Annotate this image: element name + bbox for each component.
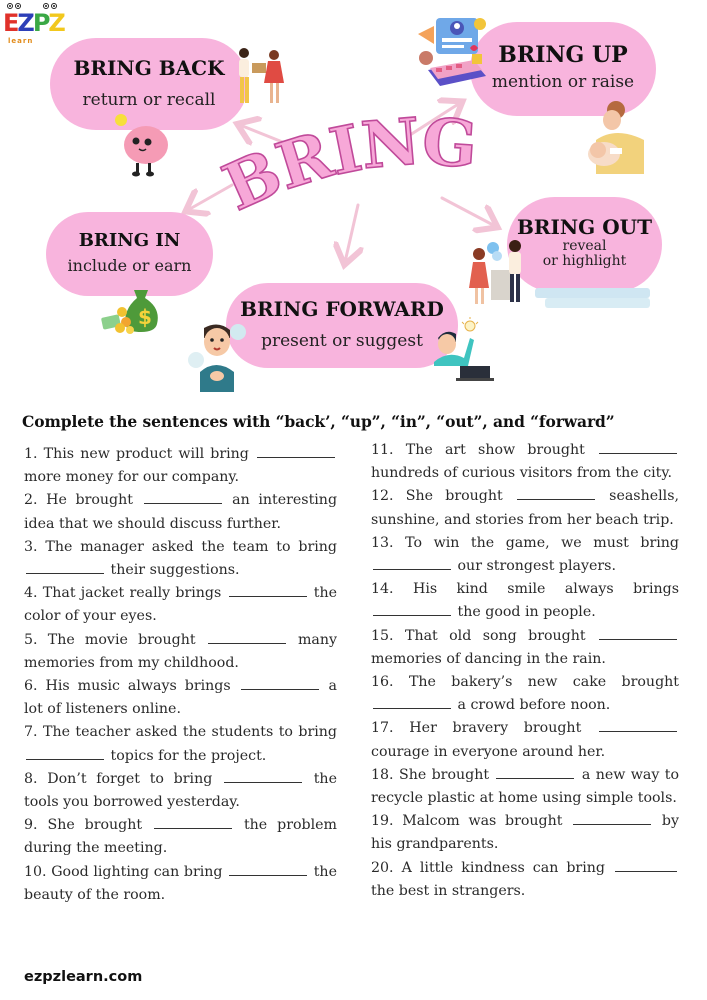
instruction-heading: Complete the sentences with “back’, “up”, “in”, “out”, and “forward” (22, 412, 615, 431)
exercise-item-3: 3. The manager asked the team to bring their suggestions. (24, 538, 337, 579)
answer-blank[interactable] (26, 564, 104, 574)
exercise-item-2: 2. He brought an interesting idea that we should discuss further. (24, 492, 338, 532)
answer-blank[interactable] (144, 494, 222, 504)
exercise-column-right (371, 439, 679, 903)
mother-with-baby-icon (582, 100, 652, 176)
bubble-meaning: reveal (562, 238, 607, 254)
bubble-title: BRING BACK (73, 56, 225, 80)
answer-blank[interactable] (517, 490, 595, 500)
bubble-meaning: present or suggest (261, 331, 423, 351)
bubble-title: BRING IN (78, 230, 181, 251)
bubble-bring-forward (226, 283, 458, 368)
bubble-meaning: or highlight (542, 253, 627, 269)
answer-blank[interactable] (229, 866, 307, 876)
answer-blank[interactable] (615, 862, 677, 872)
exercise-item-11: 11. The art show brought hundreds of curious visitors from the city. (371, 439, 679, 485)
exercise-item-16: 16. The bakery’s new cake brought a crowd before noon. (371, 674, 679, 714)
exercise-item-5: 5. The movie brought many memories from my childhood. (24, 631, 338, 671)
bubble-title: BRING UP (498, 42, 628, 68)
people-exchanging-box-icon (232, 45, 288, 111)
svg-text:BRING: BRING (212, 104, 479, 226)
arrow-to-bring-in (188, 185, 232, 210)
exercise-item-1: 1. This new product will bring more money for our company. (24, 443, 337, 489)
blue-brush-stroke (535, 288, 650, 298)
answer-blank[interactable] (208, 634, 286, 644)
bubble-meaning: mention or raise (491, 72, 635, 92)
couple-with-balloons-icon (467, 240, 537, 310)
answer-blank[interactable] (26, 750, 104, 760)
exercise-item-7: 7. The teacher asked the students to bring topics for the project. (24, 724, 337, 764)
answer-blank[interactable] (229, 587, 307, 597)
man-with-lightbulb-icon (430, 316, 498, 382)
ezpz-logo (3, 3, 63, 47)
exercise-item-13: 13. To win the game, we must bring our strongest players. (371, 534, 679, 575)
exercise-item-18: 18. She brought a new way to recycle plastic at home using simple tools. (371, 766, 680, 807)
center-word-bring (212, 104, 492, 226)
answer-blank[interactable] (373, 606, 451, 616)
answer-blank[interactable] (599, 630, 677, 640)
svg-text:$: $ (138, 305, 152, 329)
answer-blank[interactable] (241, 680, 319, 690)
bubble-title: BRING OUT (517, 215, 652, 239)
answer-blank[interactable] (224, 773, 302, 783)
exercise-item-15: 15. That old song brought memories of dancing in the rain. (371, 625, 679, 671)
exercise-item-20: 20. A little kindness can bring the best in strangers. (371, 857, 679, 903)
exercise-item-9: 9. She brought the problem during the meeting. (24, 817, 337, 857)
answer-blank[interactable] (496, 769, 574, 779)
exercise-item-10: 10. Good lighting can bring the beauty of the room. (24, 863, 337, 903)
exercise-item-19: 19. Malcom was brought by his grandparents. (371, 813, 679, 853)
brain-character-icon (112, 113, 174, 179)
answer-blank[interactable] (154, 819, 232, 829)
exercise-item-8: 8. Don’t forget to bring the tools you borrowed yesterday. (24, 770, 337, 811)
social-media-phone-icon (414, 14, 490, 94)
answer-blank[interactable] (373, 560, 451, 570)
exercise-item-14: 14. His kind smile always brings the good in people. (371, 581, 679, 621)
answer-blank[interactable] (373, 699, 451, 709)
website-footer: ezpzlearn.com (24, 969, 143, 985)
exercise-column-left (24, 443, 337, 907)
bubble-meaning: return or recall (82, 90, 216, 110)
bubble-title: BRING FORWARD (240, 297, 444, 321)
blue-brush-stroke (545, 298, 650, 308)
answer-blank[interactable] (573, 815, 651, 825)
money-bag-icon (100, 284, 162, 334)
logo-letters: EZPZ (3, 9, 64, 37)
logo-subtitle: learn (8, 37, 34, 45)
bubble-meaning: include or earn (67, 256, 192, 275)
exercise-item-4: 4. That jacket really brings the color of your eyes. (24, 585, 337, 625)
exercise-item-6: 6. His music always brings a lot of listeners online. (24, 678, 337, 718)
exercise-item-12: 12. She brought seashells, sunshine, and stories from her beach trip. (371, 488, 679, 528)
boy-thinking-icon (186, 320, 246, 392)
answer-blank[interactable] (599, 444, 677, 454)
answer-blank[interactable] (599, 722, 677, 732)
exercise-item-17: 17. Her bravery brought courage in everyone around her. (371, 717, 679, 763)
answer-blank[interactable] (257, 448, 335, 458)
